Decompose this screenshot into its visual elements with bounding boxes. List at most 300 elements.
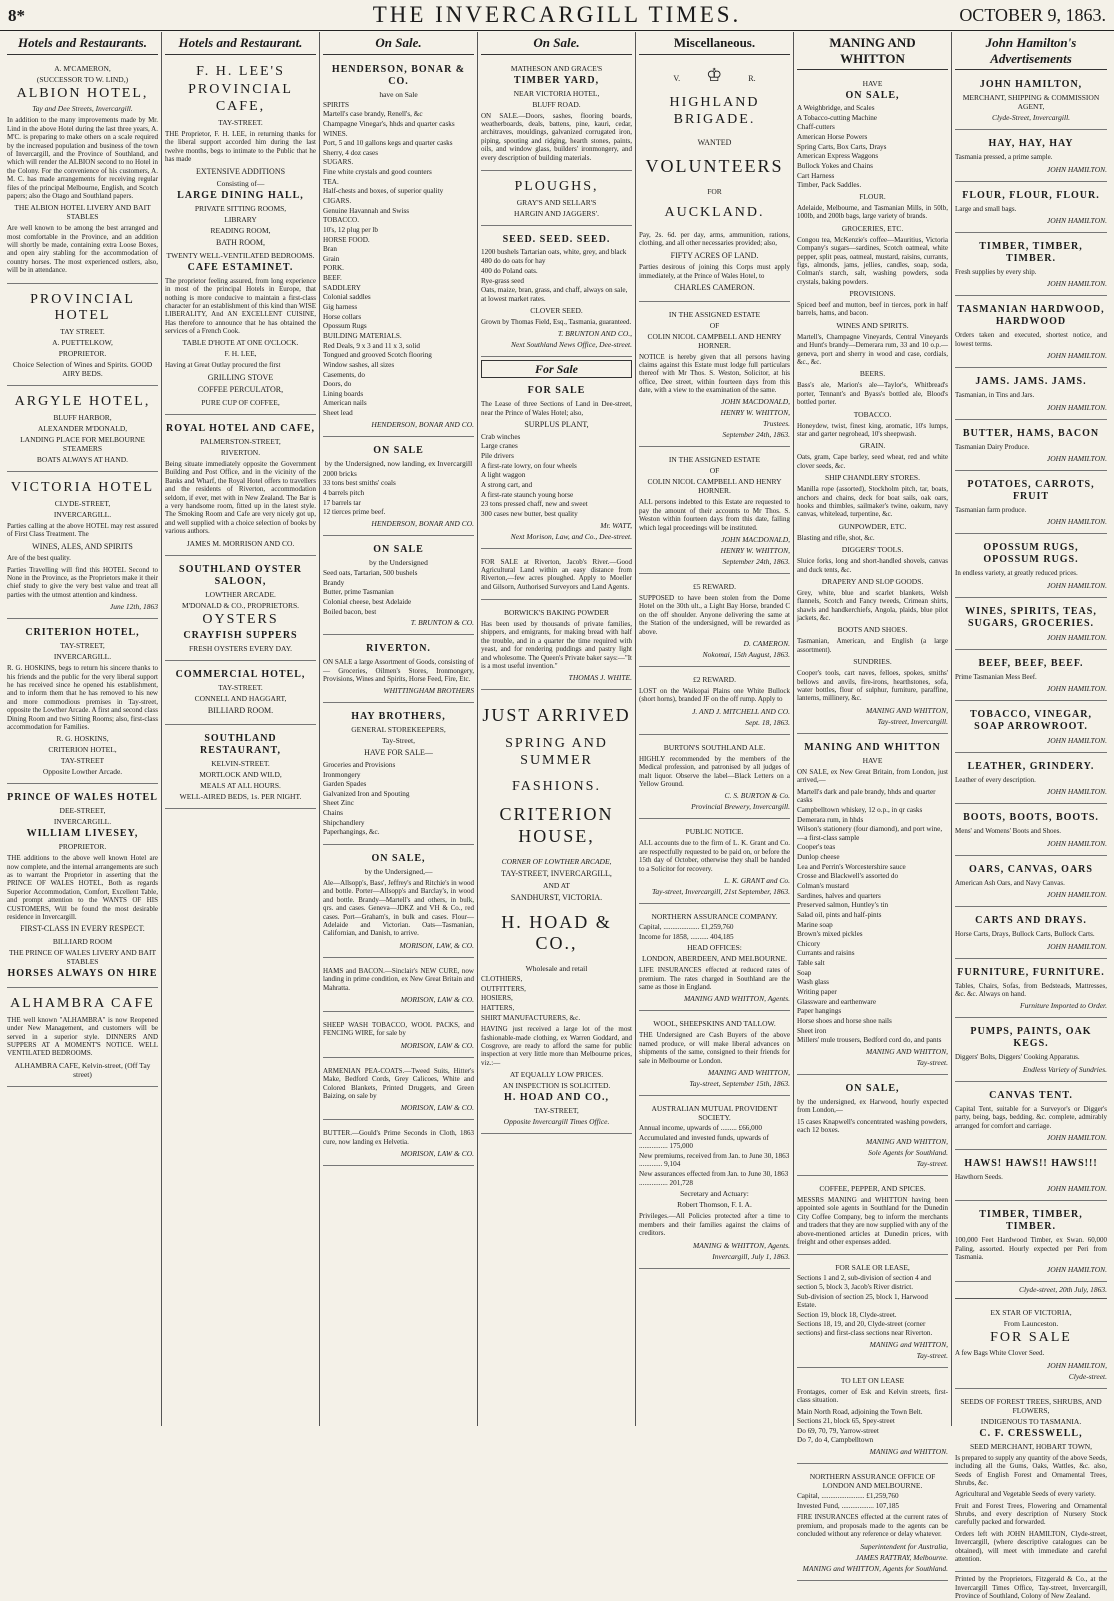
ad-five-pound-reward: [639, 577, 790, 667]
ad-body: Tasmanian farm produce.: [955, 505, 1027, 514]
ad-date: September 24th, 1863.: [722, 430, 790, 440]
ad-name: MORTLOCK AND WILD,: [199, 769, 282, 779]
ad-title: PRINCE OF WALES HOTEL: [7, 792, 158, 804]
ad-title: PUBLIC NOTICE.: [685, 827, 744, 837]
list-item: Chaff-cutters: [797, 123, 835, 132]
ad-body: THE well known "ALHAMBRA" is now Reopened under New Management, and customers will be served in a superior style. DINNERS AND SUPPERS AT A MOMENT'S NOTICE. WELL VENTILATED BEDROOMS.: [7, 1015, 158, 1058]
list-item: Red Deals, 9 x 3 and 11 x 3, solid: [323, 341, 420, 350]
hamilton-entry: [955, 537, 1107, 597]
ad-signature: JOHN MACDONALD,: [721, 397, 790, 407]
ad-title: £5 REWARD.: [693, 582, 736, 592]
ad-borwick-baking-powder: [481, 603, 632, 690]
item-list: [797, 788, 948, 1045]
ad-body: Honeydew, twist, finest king, aromatic, 10's lumps, star and garter negrohead, 10's sheepwash.: [797, 421, 948, 438]
list-item: New assurances effected from Jan. to June 30, 1863 ................ 201,728: [639, 1170, 789, 1187]
list-item: Lea and Perrin's Worcestershire sauce: [797, 862, 906, 871]
list-item: Chains: [323, 809, 343, 818]
newspaper-title: THE INVERCARGILL TIMES.: [372, 2, 742, 27]
item-list: [323, 761, 474, 837]
ad-body: In addition to the many improvements made by Mr. Lind in the above Hotel during the last three years, A. M'C. is preparing to make others on a scale required by the increased population and business of the town of Invercargill, and the Province of Southland, and which will render the ALBION second to no Hotel in the Colony. For the convenience of his customers, A. M. C. has made arrangements for receiving regular files of the principal Melbourne, English, and Scotch papers; also the Otago and Southland papers.: [7, 116, 158, 200]
list-item: Accumulated and invested funds, upwards of ................ 175,000: [639, 1133, 769, 1151]
ad-highland-brigade: [639, 59, 790, 302]
ad-title: COMMERCIAL HOTEL,: [175, 669, 306, 681]
list-item: Sheet iron: [797, 1026, 827, 1035]
ad-northern-assurance-office: [797, 1467, 948, 1580]
list-item: TOBACCO.: [323, 216, 360, 225]
item-list: [797, 1118, 948, 1135]
ad-heading: BEERS.: [859, 369, 886, 379]
ad-title: COFFEE, PEPPER, AND SPICES.: [819, 1183, 926, 1193]
hamilton-entries: [955, 133, 1107, 1281]
ad-subtitle: TIMBER YARD,: [513, 74, 600, 86]
ad-title: ON SALE,: [845, 1082, 900, 1094]
ad-line: PRIVATE SITTING ROOMS,: [194, 204, 287, 214]
ad-body: R. G. HOSKINS, begs to return his sincere thanks to his friends and the public for the very liberal support he has received since he opened his establishment, and to inform them that he has removed to his new and more commodious premises in Tay-street, opposite the Lowther Arcade. A first and second class Dining Room and two Sitting Rooms; also, first-class accommodation for Families.: [7, 664, 158, 731]
list-item: Large cranes: [481, 442, 518, 451]
ad-signature: HENRY W. WHITTON,: [720, 546, 790, 556]
item-list: [797, 1274, 948, 1337]
ad-date: Invercargill, July 1, 1863.: [712, 1251, 790, 1261]
ad-street: BLUFF HARBOR,: [53, 413, 112, 423]
ad-line: WANTED: [697, 137, 732, 147]
ad-title: ON SALE: [373, 444, 424, 456]
list-item: Spring Carts, Box Carts, Drays: [797, 142, 887, 151]
ad-line: AT EQUALLY LOW PRICES.: [509, 1070, 604, 1080]
ad-title: BORWICK'S BAKING POWDER: [503, 608, 610, 618]
ad-heading: WINES AND SPIRITS.: [836, 320, 909, 330]
ad-coffee-pepper-spices: [797, 1179, 948, 1255]
ad-store-name: CRITERION HOUSE,: [499, 804, 614, 846]
item-list: [481, 975, 632, 1022]
ad-line: INDIGENOUS TO TASMANIA.: [980, 1416, 1082, 1426]
ad-body: A few Bags White Clover Seed.: [955, 1349, 1045, 1358]
masthead: [0, 0, 1114, 31]
list-item: 33 tons best smiths' coals: [323, 479, 396, 488]
ad-title: LEATHER, GRINDERY.: [967, 761, 1095, 773]
ad-street: TAY-STREET,: [60, 641, 105, 651]
ad-signature: MANING AND WHITTON,: [707, 1067, 790, 1077]
ad-signature: JAMES RATTRAY, Melbourne.: [855, 1552, 948, 1562]
hamilton-entry: [955, 474, 1107, 534]
ad-line: FASHIONS.: [512, 778, 601, 794]
ad-line: Robert Thomson, F. I. A.: [677, 1200, 752, 1210]
list-item: Oats, maize, bran, grass, and chaff, always on sale, at lowest market rates.: [481, 286, 628, 303]
ad-line: COFFEE PERCULATOR,: [197, 385, 284, 395]
ad-line: TWENTY WELL-VENTILATED BEDROOMS.: [166, 250, 315, 260]
ad-title: FLOUR, FLOUR, FLOUR.: [962, 189, 1100, 201]
ad-criterion-hotel: [7, 622, 158, 784]
list-item: Dunlop cheese: [797, 853, 840, 862]
list-item: Marine soap: [797, 920, 833, 929]
ad-signature: TAY-STREET,: [534, 1106, 579, 1116]
ad-signature: JOHN HAMILTON.: [1046, 279, 1107, 289]
ad-line: BOATS ALWAYS AT HAND.: [36, 455, 129, 465]
ad-john-hamilton: [955, 74, 1107, 130]
ad-body: Tables, Chairs, Sofas, from Bedsteads, Mattresses, &c. &c. Always on hand.: [955, 981, 1107, 999]
ad-title: £2 REWARD.: [693, 674, 736, 684]
ad-line: WINES, ALES, AND SPIRITS: [32, 541, 133, 551]
ad-body: HIGHLY recommended by the members of the Medical profession, and patronised by all judges of malt liquor. Observe the label—Black Letters on a Yellow Ground.: [639, 754, 790, 788]
hamilton-entry: [955, 1153, 1107, 1201]
list-item: Sections 21, block 65, Spey-street: [797, 1417, 895, 1426]
ad-title: BURTON'S SOUTHLAND ALE.: [663, 742, 766, 752]
hamilton-entry: [955, 371, 1107, 419]
ad-title: PLOUGHS,: [514, 178, 599, 194]
ad-criterion-house: [481, 693, 632, 1134]
ad-proprietor: WILLIAM LIVESEY,: [26, 828, 139, 840]
ad-town: INVERCARGILL.: [53, 817, 112, 827]
ad-title: HAY, HAY, HAY: [988, 138, 1074, 150]
column-4: [478, 32, 636, 1426]
list-item: SPIRITS: [323, 100, 349, 109]
ad-line: READING ROOM,: [210, 226, 271, 236]
cipher-r: R.: [748, 73, 756, 83]
list-item: Horse shoes and horse shoe nails: [797, 1016, 892, 1025]
list-item: Fine white crystals and good counters: [323, 168, 432, 177]
ad-date: Nokomai, 15th August, 1863.: [702, 649, 790, 659]
list-item: Brandy: [323, 578, 345, 587]
column-header: Miscellaneous.: [639, 34, 790, 55]
ad-signature: JOHN HAMILTON.: [1046, 453, 1107, 463]
ad-title: MANING AND WHITTON: [804, 741, 941, 753]
ad-date: Sept. 18, 1863.: [745, 717, 790, 727]
ad-body: Are well known to be among the best arranged and most comfortable in the Province, and an addition will shortly be made, containing extra Loose Boxes, and open airy stabling for the accommodation of country horses. The most experienced ostlers, also, will be in attendance.: [7, 224, 158, 275]
ad-body: The Lease of three Sections of Land in Dee-street, near the Prince of Wales Hotel; also,: [481, 400, 632, 417]
ad-signature: JOHN HAMILTON.: [1046, 684, 1107, 694]
ad-title: FOR SALE OR LEASE,: [835, 1263, 910, 1273]
ad-signature: MANING AND WHITTON,: [865, 1046, 948, 1056]
ad-heading: GRAIN.: [859, 441, 886, 451]
ad-maning-whitton-stock: [797, 74, 948, 734]
column-header: Hotels and Restaurants.: [7, 34, 158, 55]
ad-signature: Superintendent for Australia,: [860, 1541, 948, 1551]
ad-heading: FLOUR.: [859, 191, 886, 201]
ad-line: WELL-AIRED BEDS, 1s. PER NIGHT.: [179, 791, 302, 801]
item-list: [639, 1124, 790, 1187]
ad-body: The proprietor feeling assured, from long experience in most of the principal Hotels in Europe, that nothing is more conducive to maintain a first-class character for an establishment of this kind than WISE LIBERALITY, And AN EXCELLENT CUISINE, Has therefore to announce that he has obtained the services of a French Cook.: [165, 276, 316, 336]
ad-body: Parties calling at the above HOTEL may rest assured of First Class Treatment. The: [7, 521, 158, 539]
list-item: Galvanized Iron and Spouting: [323, 789, 410, 798]
list-item: WINES.: [323, 129, 348, 138]
ad-line: CAFE ESTAMINET.: [187, 261, 294, 273]
list-item: Writing paper: [797, 988, 837, 997]
ad-title: FURNITURE, FURNITURE.: [957, 966, 1105, 978]
ad-signature: JOHN HAMILTON.: [1046, 1133, 1107, 1142]
ad-line: OYSTERS: [202, 611, 279, 627]
ad-signature: JOHN HAMILTON.: [1046, 1264, 1107, 1274]
ad-tasmanian-seeds: [955, 1392, 1107, 1573]
ad-line: MEALS AT ALL HOURS.: [200, 780, 281, 790]
ad-title: ALHAMBRA CAFE: [10, 996, 155, 1011]
ad-signature: MORISON, LAW, & CO.: [399, 940, 474, 950]
ad-line: OF: [709, 320, 720, 330]
ad-date: Clyde-street, 20th July, 1863.: [1018, 1284, 1107, 1294]
item-list: [323, 101, 474, 418]
ad-line: From Launceston.: [1003, 1318, 1059, 1328]
ad-on-sale-invercargill: [323, 440, 474, 536]
ad-public-notice: [639, 822, 790, 904]
ad-body: HAVING just received a large lot of the most fashionable-made clothing, ex Warren Goddard, and Cosgrove, are ready to afford the same for public inspection at very little more than Melbourne prices, viz.:—: [481, 1025, 632, 1067]
ad-body: MESSRS MANING and WHITTON having been appointed sole agents in Southland for the Dunedin City Coffee Company, beg to inform the merchants and traders that they are now supplied with any of the above-mentioned articles at Dunedin prices, with freight and other expenses added.: [797, 1195, 948, 1246]
ad-title: ROYAL HOTEL AND CAFE,: [166, 423, 315, 435]
ad-body: Bass's ale, Marion's ale—Taylor's, Whitbread's porter, Tennant's and Byass's bottled ale, Blood's bottled porter.: [797, 381, 948, 407]
ad-signature: ALHAMBRA CAFE, Kelvin-street, (Off Tay street): [14, 1060, 151, 1079]
ad-body: Being situate immediately opposite the Government Building and Post Office, and in the vicinity of the Banks and Wharf, the Royal Hotel offers to travellers and the residents of Riverton, accommodation seldom, if ever, met with in New Zealand. The Bar is a very handsome room, fitted up in the latest style. The Smoking Room and Cafe are very nicely got up, and well supplied with a choice selection of books by various authors.: [165, 460, 316, 536]
item-list: [323, 569, 474, 616]
hamilton-entry: [955, 756, 1107, 804]
column-header: Hotels and Restaurant.: [165, 34, 316, 55]
ad-body: Tasmania pressed, a prime sample.: [955, 153, 1053, 162]
ad-line: SANDHURST, VICTORIA.: [510, 893, 603, 903]
list-item: Doors, do: [323, 380, 352, 389]
hamilton-entry: [955, 185, 1107, 233]
ad-heading: GUNPOWDER, ETC.: [838, 521, 907, 531]
ad-assigned-estate-claims: [639, 305, 790, 448]
ad-signature: HENDERSON, BONAR AND CO.: [371, 518, 474, 528]
ad-line: OF: [709, 466, 720, 476]
ad-signature: JOHN HAMILTON.: [1046, 580, 1107, 590]
ad-heading: GROCERIES, ETC.: [841, 223, 904, 233]
ad-signature: JOHN HAMILTON.: [1046, 517, 1107, 527]
column-2: [162, 32, 320, 1426]
list-item: TEA.: [323, 177, 339, 186]
list-item: Sheet Zinc: [323, 799, 354, 808]
ad-line: LONDON, ABERDEEN, AND MELBOURNE.: [642, 954, 787, 964]
column-3: [320, 32, 478, 1426]
ad-butter: [323, 1123, 474, 1166]
hamilton-entry: [955, 859, 1107, 907]
list-item: Crab winches: [481, 432, 521, 441]
ad-royal-hotel: [165, 418, 316, 556]
ad-succession: (SUCCESSOR TO W. LIND,): [36, 74, 129, 84]
list-item: Soap: [797, 968, 812, 977]
list-item: Campbelltown whiskey, 12 o.p., in qr casks: [797, 805, 923, 814]
ad-title: IN THE ASSIGNED ESTATE: [668, 455, 761, 465]
ad-date: September 24th, 1863.: [722, 557, 790, 567]
ad-subtitle: have on Sale: [379, 89, 418, 99]
ad-line: LIBRARY: [224, 215, 257, 225]
list-item: Garden Spades: [323, 780, 367, 789]
list-item: Section 19, block 18, Clyde-street.: [797, 1310, 897, 1319]
ad-signature: MORISON, LAW & CO.: [400, 1149, 474, 1159]
ad-street: TAY STREET.: [60, 327, 105, 337]
ad-line: HORSES ALWAYS ON HIRE: [7, 968, 158, 979]
list-item: A Weighbridge, and Scales: [797, 104, 875, 113]
list-item: 10's, 12 plug per lb: [323, 225, 378, 234]
ad-body: In endless variety, at greatly reduced prices.: [955, 569, 1078, 578]
column-1: [4, 32, 162, 1426]
ad-line: PURE CUP OF COFFEE,: [201, 398, 280, 408]
ad-signature: Furniture Imported to Order.: [1020, 1001, 1107, 1011]
ad-commercial-hotel: [165, 664, 316, 725]
ad-lees-provincial-cafe: [165, 59, 316, 415]
list-item: Salad oil, pints and half-pints: [797, 910, 882, 919]
ad-title: PROVINCIAL CAFE,: [188, 82, 293, 115]
ad-line: ON SALE,: [845, 90, 900, 102]
ad-body: Is prepared to supply any quantity of the above Seeds, including all the Gums, Oaks, Wattles, &c. also, Seeds of English Forest and Ornamental Trees, Shrubs, &c.: [955, 1453, 1107, 1487]
ad-to-let-on-lease: [797, 1371, 948, 1464]
ad-date: Tay-street, September 15th, 1863.: [689, 1078, 790, 1088]
ad-line: BATH ROOM,: [216, 238, 265, 248]
hamilton-entry: [955, 653, 1107, 701]
ad-hay-brothers: [323, 706, 474, 845]
list-item: American Horse Powers: [797, 133, 868, 142]
list-item: Cooper's teas: [797, 843, 836, 852]
ad-line: HAVE FOR SALE—: [364, 748, 433, 758]
ad-two-pound-reward: [639, 670, 790, 735]
list-item: Chicory: [797, 939, 821, 948]
list-item: A Tobacco-cutting Machine: [797, 113, 877, 122]
ad-signature: Provincial Brewery, Invercargill.: [691, 802, 790, 812]
list-item: 480 do do oats for hay: [481, 257, 546, 266]
list-item: Paper hangings: [797, 1007, 842, 1016]
list-item: A strong cart, and: [481, 480, 533, 489]
ad-body: ALL accounts due to the firm of L. K. Grant and Co. are respectfully requested to be paid on, or before the 15th day of October, otherwise they shall be handed to a Solicitor for recovery.: [639, 839, 790, 873]
ad-line: CORNER OF LOWTHER ARCADE,: [501, 856, 612, 866]
ad-proprietor: A. M'CAMERON,: [54, 63, 111, 73]
list-item: Pile drivers: [481, 452, 514, 461]
ad-signature: MANING AND WHITTON,: [865, 1136, 948, 1146]
ad-body: Oats, gram, Cape barley, seed wheat, red and white clover seeds, &c.: [797, 453, 948, 470]
ad-line: HAVE: [862, 79, 883, 89]
ad-heading: DRAPERY AND SLOP GOODS.: [821, 576, 924, 586]
list-item: Grain: [323, 254, 340, 263]
ad-title: BEEF, BEEF, BEEF.: [978, 657, 1084, 669]
ad-signature: JOHN HAMILTON.: [1046, 736, 1107, 746]
list-item: Martell's dark and pale brandy, hhds and quarter casks: [797, 787, 936, 805]
ad-title: PUMPS, PAINTS, OAK KEGS.: [970, 1026, 1092, 1050]
list-item: SHIRT MANUFACTURERS, &c.: [481, 1013, 581, 1022]
ad-body: ON SALE a large Assortment of Goods, consisting of— Groceries, Oilmen's Stores, Ironmongery, Provisions, Wines and Spirits, Horse Feed, Fire, Etc.: [323, 658, 474, 683]
list-item: Invested Fund, .................. 107,185: [797, 1501, 900, 1510]
ad-body: by the undersigned, ex Harwood, hourly expected from London,—: [797, 1097, 948, 1115]
list-item: 23 tons pressed chaff, new and sweet: [481, 500, 588, 509]
ad-body: Having at Great Outlay procured the first: [165, 361, 281, 370]
list-item: PORK.: [323, 264, 344, 273]
ad-riverton: [323, 638, 474, 703]
list-item: Annual income, upwards of ......... £66,000: [639, 1123, 762, 1132]
ad-burtons-ale: [639, 738, 790, 820]
list-item: Half-chests and boxes, of superior quality: [323, 187, 444, 196]
list-item: Main North Road, adjoining the Town Belt.: [797, 1407, 923, 1416]
ad-title: TO LET ON LEASE: [840, 1375, 905, 1385]
ad-body: Grown by Thomas Field, Esq., Tasmania, guaranteed.: [481, 317, 632, 326]
list-item: Glassware and earthenware: [797, 997, 877, 1006]
hamilton-entry: [955, 236, 1107, 296]
ad-body: ARMENIAN PEA-COATS.—Tweed Suits, Hitter's Make, Bedford Cords, Grey Calicoes, White and Colored Blankets, Printed Druggets, and Green Baizing, on sale by: [323, 1066, 474, 1100]
ad-heading: DIGGERS' TOOLS.: [841, 545, 904, 555]
ad-title: HENDERSON, BONAR & CO.: [331, 63, 466, 87]
ad-body: Orders left with JOHN HAMILTON, Clyde-street, Invercargill, (where descriptive catalogues can be obtained), will meet with immediate and careful attention.: [955, 1529, 1107, 1564]
ad-signature: JOHN MACDONALD,: [721, 535, 790, 545]
ad-line: FIFTY ACRES OF LAND.: [670, 250, 759, 260]
list-item: Do 7, do 4, Campbelltown: [797, 1436, 874, 1445]
list-item: Seed oats, Tartarian, 500 bushels: [323, 568, 418, 577]
ad-oyster-saloon: [165, 559, 316, 662]
ad-body: Cooper's tools, cart naves, felloes, spokes, smiths' bellows and anvils, fire-irons, hearthstones, sofa, water bottles, flour of sulphur, furniture, paraffine, lanterns, millinery, &c.: [797, 669, 948, 703]
list-item: 1200 bushels Tartarian oats, white, grey, and black: [481, 247, 627, 256]
ad-body: ALL persons indebted to this Estate are requested to pay the amount of their accounts to Mr Thos. S. Weston within fourteen days from this date, failing which legal proceedings will be instituted.: [639, 498, 790, 532]
hamilton-entry: [955, 704, 1107, 753]
ad-title: WINES, SPIRITS, TEAS, SUGARS, GROCERIES.: [965, 605, 1097, 629]
ad-role: PROPRIETOR.: [58, 349, 107, 359]
hamilton-entry: [955, 807, 1107, 855]
ad-body: Grey, white, blue and scarlet blankets, Welsh flannels, Scotch and Fancy tweeds, Crimean shirts, shawls and handkerchiefs, Angola, plaids, blue pilot jackets, &c.: [797, 588, 948, 623]
ad-heading: TOBACCO.: [853, 409, 892, 419]
ad-signature: JOHN HAMILTON.: [1046, 787, 1107, 797]
list-item: Colonial cheese, best Adelaide: [323, 597, 412, 606]
ad-role: SEED MERCHANT, HOBART TOWN,: [969, 1441, 1093, 1451]
list-item: Do 69, 70, 79, Yarrow-street: [797, 1426, 879, 1435]
hamilton-entry: [955, 962, 1107, 1019]
ad-line: Consisting of—: [216, 179, 265, 189]
ad-subtitle: by the Undersigned,—: [364, 867, 433, 877]
ad-signature: Opposite Lowther Arcade.: [42, 767, 123, 777]
ad-body: Fruit and Forest Trees, Flowering and Ornamental Shrubs, and every description of Nursery Stock carefully packed and forwarded.: [955, 1501, 1107, 1527]
ad-body: Are of the best quality.: [7, 554, 71, 563]
ad-title: MERCHANT, SHIPPING & COMMISSION AGENT,: [962, 93, 1100, 112]
ad-body: THE additions to the above well known Hotel are now complete, and the internal arrangements are such as to warrant the Proprietor in asserting that the PRINCE OF WALES HOTEL, Both as regards Superior Accommodation, Comfort, Excellent Table, and prompt attention to the WANTS OF HIS CUSTOMERS, Will be found the most desirable residence in Invercargill.: [7, 854, 158, 922]
list-item: Wilson's stationery (four diamond), and port wine,—a first-class sample: [797, 825, 943, 842]
ad-signature: WHITTINGHAM BROTHERS: [383, 686, 474, 696]
column-6: [794, 32, 952, 1573]
list-item: Timber, Pack Saddles.: [797, 181, 862, 190]
ad-title: EX STAR OF VICTORIA,: [990, 1307, 1072, 1317]
list-item: Sections 18, 19, and 20, Clyde-street (corner sections) and first-class sections near Riverton.: [797, 1320, 933, 1338]
ad-title: HAY BROTHERS,: [351, 711, 446, 723]
list-item: A light waggon: [481, 471, 526, 480]
ad-body: Privileges.—All Policies protected after a time to members and their families against the claims of creditors.: [639, 1212, 790, 1238]
ad-southland-restaurant: [165, 728, 316, 809]
list-item: 300 cases new butter, best quality: [481, 509, 578, 518]
ad-date: Tay-street, Invercargill, 21st September, 1863.: [651, 886, 790, 896]
ad-line: Wholesale and retail: [525, 963, 588, 973]
ad-line: FIRST-CLASS IN EVERY RESPECT.: [20, 924, 145, 934]
ad-title: WOOL, SHEEPSKINS AND TALLOW.: [653, 1019, 776, 1029]
ad-body: THE Proprietor, F. H. LEE, in returning thanks for the liberal support accorded him during the last twelve months, begs to intimate to the Public that he has made: [165, 129, 316, 164]
ad-signature: Mr. WATT,: [600, 520, 632, 530]
list-item: Cart Harness: [797, 171, 835, 180]
list-item: Rye-grass seed: [481, 276, 525, 285]
ad-body: Pay, 2s. 6d. per day, arms, ammunition, rations, clothing, and all other necessaries provided; also,: [639, 230, 790, 248]
ad-title: RIVERTON.: [366, 643, 431, 655]
hamilton-entry: [955, 601, 1107, 650]
divider: [955, 1298, 1107, 1299]
ad-matheson-timber: [481, 59, 632, 171]
ad-proprietor: A. PUETTELKOW,: [52, 338, 113, 348]
list-item: Ironmongery: [323, 770, 361, 779]
ad-body: BUTTER.—Gould's Prime Seconds in Cloth, 1863 cure, now landing ex Helvetia.: [323, 1129, 474, 1146]
column-header: MANING AND WHITTON: [797, 34, 948, 70]
ad-subtitle: GRAY'S AND SELLAR'S: [516, 197, 597, 207]
ad-line: BILLIARD ROOM.: [207, 706, 274, 716]
ad-street: TAY-STREET.: [218, 683, 263, 693]
royal-cipher: [639, 65, 790, 87]
ad-title: SEEDS OF FOREST TREES, SHRUBS, AND FLOWERS,: [960, 1396, 1102, 1415]
ad-title: PROVINCIAL HOTEL: [30, 291, 135, 324]
ad-victoria-hotel: [7, 475, 158, 619]
ad-body: Large and small bags.: [955, 204, 1017, 213]
ad-line: CRAYFISH SUPPERS: [183, 630, 298, 642]
ad-line: AND AT: [543, 881, 570, 891]
ad-body: ON SALE, ex New Great Britain, from London, just arrived,—: [797, 767, 948, 785]
list-item: Butter, prime Tasmanian: [323, 588, 394, 597]
ad-title: FOR SALE: [990, 1329, 1072, 1345]
ad-signature: THOMAS J. WHITE.: [568, 673, 632, 683]
ad-name: C. F. CRESSWELL,: [979, 1427, 1083, 1439]
list-item: Demerara rum, in hhds: [797, 815, 864, 824]
ad-body: Prime Tasmanian Mess Beef.: [955, 672, 1037, 681]
